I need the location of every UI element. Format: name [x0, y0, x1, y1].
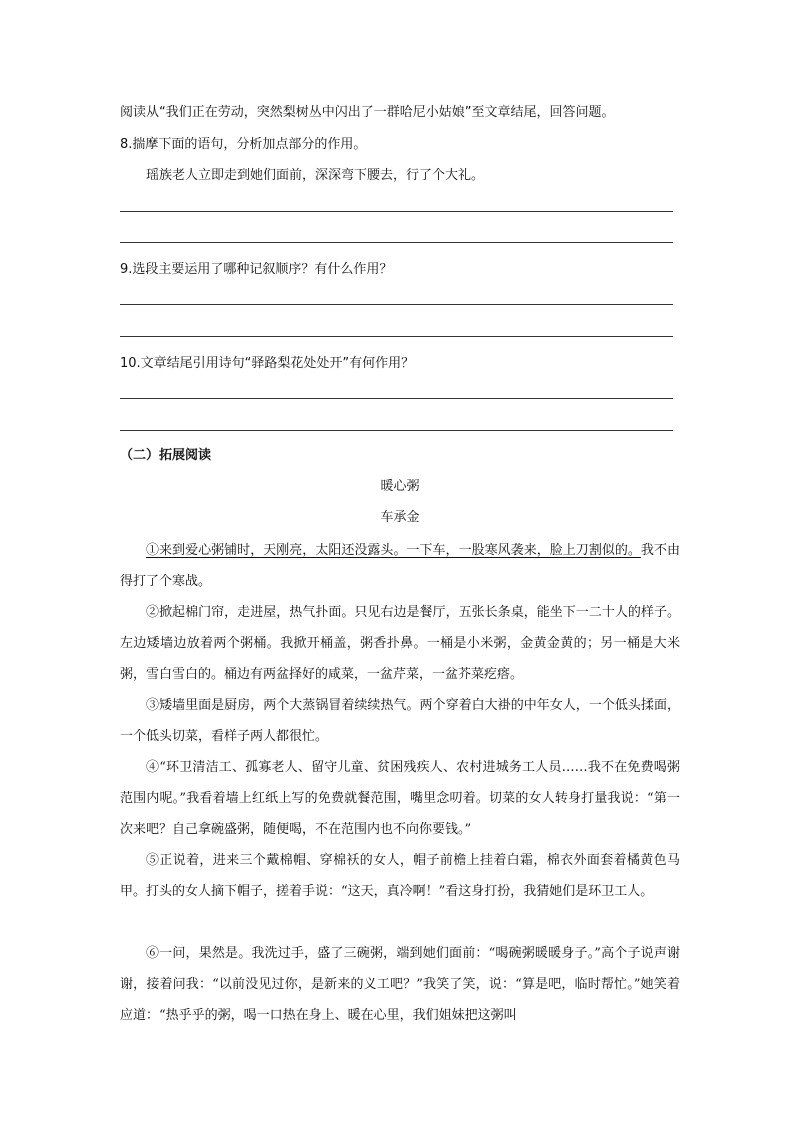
answer-line: [120, 336, 673, 337]
article-author: 车承金: [380, 510, 420, 525]
question-8-quote: 瑶族老人立即走到她们面前，深深弯下腰去，行了个大礼。: [146, 168, 485, 183]
paragraph-4: ④“环卫清洁工、孤寡老人、留守儿童、贫困残疾人、农村进城务工人员……我不在免费喝粥范围内呢。”我看着墙上红纸上写的免费就餐范围，嘴里念叨着。切菜的女人转身打量我说：“第一次来吧？自己拿碗盛粥，随便喝，不在范围内也不向你要钱。”: [120, 760, 680, 837]
question-8-label: 8.揣摩下面的语句，分析加点部分的作用。: [120, 137, 367, 152]
paragraph-5: ⑤正说着，进来三个戴棉帽、穿棉袄的女人，帽子前檐上挂着白霜，棉衣外面套着橘黄色马甲。打头的女人摘下帽子，搓着手说：“这天，真冷啊！”看这身打扮，我猜她们是环卫工人。: [120, 853, 680, 899]
answer-line: [120, 430, 673, 431]
answer-line: [120, 398, 673, 399]
question-10-label: 10.文章结尾引用诗句“驿路梨花处处开”有何作用？: [120, 356, 415, 371]
answer-line: [120, 304, 673, 305]
paragraph-3: ③矮墙里面是厨房，两个大蒸锅冒着续续热气。两个穿着白大褂的中年女人，一个低头揉面，一个低头切菜，看样子两人都很忙。: [120, 698, 680, 744]
answer-line: [120, 242, 673, 243]
paragraph-6: ⑥一问，果然是。我洗过手，盛了三碗粥，端到她们面前：“喝碗粥暖暖身子。”高个子说声谢谢，接着问我：“以前没见过你，是新来的义工吧？”我笑了笑，说：“算是吧，临时帮忙。”她笑着应道：“热乎乎的粥，喝一口热在身上、暖在心里，我们姐妹把这粥叫: [120, 946, 680, 1023]
question-9-label: 9.选段主要运用了哪种记叙顺序？有什么作用？: [120, 262, 393, 277]
paragraph-2: ②掀起棉门帘，走进屋，热气扑面。只见右边是餐厅，五张长条桌，能坐下一二十人的样子。左边矮墙边放着两个粥桶。我掀开桶盖，粥香扑鼻。一桶是小米粥，金黄金黄的；另一桶是大米粥，雪白雪白的。桶边有两盆择好的咸菜，一盆芹菜，一盆芥菜疙瘩。: [120, 605, 680, 682]
paragraph-1-rest: 我不由得打了个寒战。: [120, 543, 680, 589]
article-title: 暖心粥: [380, 479, 420, 494]
reading-instruction: 阅读从“我们正在劳动，突然梨树丛中闪出了一群哈尼小姑娘”至文章结尾，回答问题。: [120, 105, 615, 120]
answer-line: [120, 211, 673, 212]
paragraph-1-underlined-sentence: ①来到爱心粥铺时，天刚亮，太阳还没露头。一下车，一股寒风袭来，脸上刀割似的。: [146, 543, 641, 558]
section-heading: （二）拓展阅读: [120, 448, 212, 463]
paragraph-1: [120, 535, 680, 597]
